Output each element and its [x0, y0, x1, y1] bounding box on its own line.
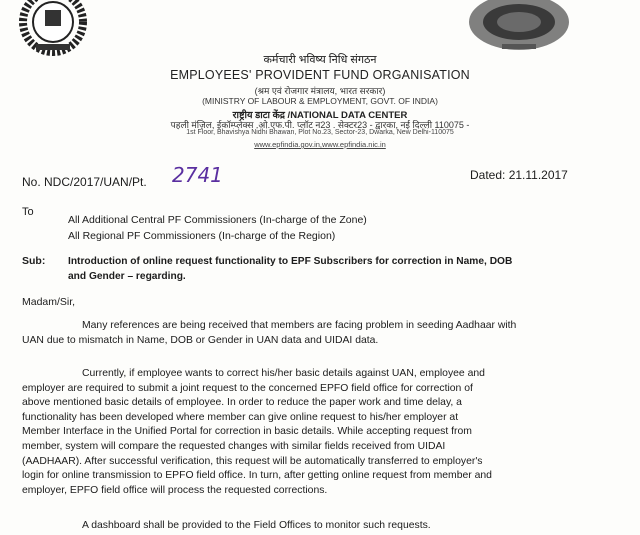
- handwritten-number: 2741: [172, 163, 223, 187]
- national-emblem: [462, 0, 577, 58]
- subject-line-1: Introduction of online request functionality to EPF Subscribers for correction in Name, DOB: [68, 256, 513, 267]
- address-english: 1st Floor, Bhavishya Nidhi Bhawan, Plot No.23, Sector-23, Dwarka, New Delhi-110075: [186, 129, 454, 136]
- letter-date: Dated: 21.11.2017: [470, 168, 568, 182]
- website-links[interactable]: www.epfindia.gov.in,www.epfindia.nic.in: [254, 140, 386, 149]
- paragraph-2: [22, 367, 622, 498]
- paragraph-line: A dashboard shall be provided to the Field Offices to monitor such requests.: [82, 520, 431, 531]
- paragraph-line: employer are required to submit a joint request to the concerned EPFO field office for correction of: [22, 382, 473, 394]
- reference-number: No. NDC/2017/UAN/Pt.: [22, 175, 147, 189]
- paragraph-line: Currently, if employee wants to correct his/her basic details against UAN, employee and: [82, 368, 485, 379]
- org-name: EMPLOYEES' PROVIDENT FUND ORGANISATION: [170, 68, 470, 82]
- recipient-2: All Regional PF Commissioners (In-charge of the Region): [68, 230, 336, 242]
- salutation: Madam/Sir,: [22, 296, 76, 308]
- to-label: To: [22, 206, 34, 218]
- paragraph-line: (AADHAAR). After successful verification, this request will be automatically transferred to employer's: [22, 455, 483, 467]
- paragraph-line: employer, EPFO field office will process the requested corrections.: [22, 484, 328, 496]
- ndc-name: राष्ट्रीय डाटा केंद्र /NATIONAL DATA CENTER: [232, 110, 408, 121]
- ministry-name: (MINISTRY OF LABOUR & EMPLOYMENT, GOVT. OF INDIA): [202, 96, 438, 106]
- ministry-hindi: (श्रम एवं रोजगार मंत्रालय, भारत सरकार): [254, 86, 386, 96]
- paragraph-line: above mentioned basic details of employee. In order to reduce the paper work and time delay, a: [22, 397, 462, 409]
- paragraph-line: login for online transmission to EPFO field office. In turn, after getting online request from member and: [22, 470, 492, 482]
- paragraph-line: UAN due to mismatch in Name, DOB or Gender in UAN data and UIDAI data.: [22, 334, 379, 346]
- paragraph-line: functionality has been developed where member can give online request to his/her employer at: [22, 411, 459, 423]
- subject-label: Sub:: [22, 255, 46, 267]
- paragraph-line: member, system will compare the requested changes with similar fields received from UIDAI: [22, 440, 446, 452]
- address-hindi: पहली मंज़िल, ईकॉम्प्लेक्स .ओ.एफ.पी. प्लॉट न23 . सेक्टर23 - द्वारका, नई दिल्ली 110075 -: [170, 120, 470, 130]
- org-name-hindi: कर्मचारी भविष्य निधि संगठन: [263, 54, 377, 66]
- paragraph-line: Many references are being received that members are facing problem in seeding Aadhaar with: [82, 320, 517, 331]
- paragraph-line: Member Interface in the Unified Portal for correction in basic details. While accepting request from: [22, 426, 472, 438]
- recipient-1: All Additional Central PF Commissioners (In-charge of the Zone): [68, 214, 367, 226]
- paragraph-1: [22, 319, 622, 348]
- subject-line-2: and Gender – regarding.: [68, 271, 186, 282]
- epfo-logo: [8, 0, 98, 58]
- paragraph-3: [22, 519, 622, 534]
